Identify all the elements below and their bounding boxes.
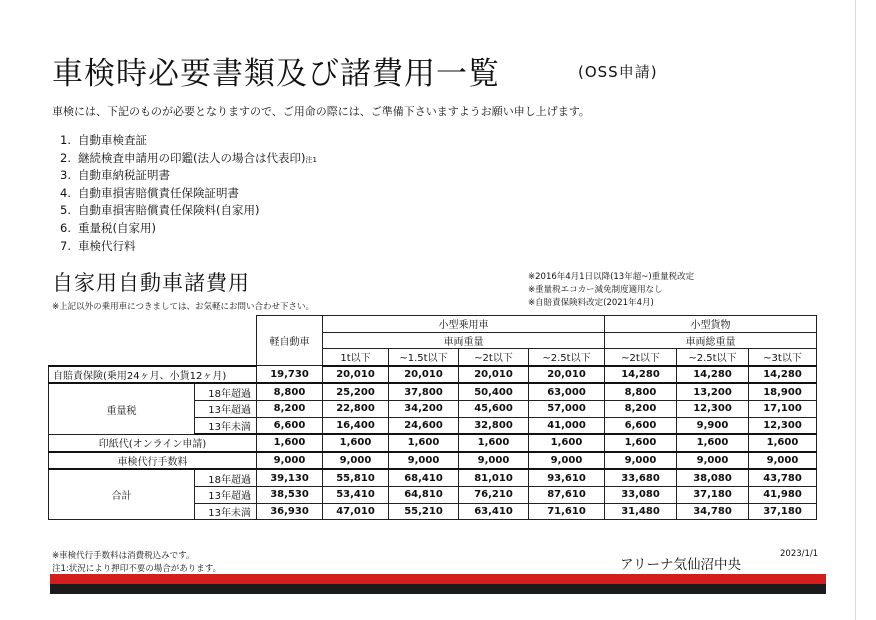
table-cell: 9,000 xyxy=(257,452,323,470)
weight-col-header: ~2t以下 xyxy=(605,349,677,366)
footnote: 注1:状況により押印不要の場合があります。 xyxy=(52,564,222,574)
table-cell: 45,600 xyxy=(459,400,529,417)
section-subnote: ※上記以外の乗用車につきましては、お気軽にお問い合わせ下さい。 xyxy=(52,302,314,312)
table-cell: 1,600 xyxy=(677,434,749,452)
list-item: 7. 車検代行料 xyxy=(60,238,136,253)
table-cell: 55,810 xyxy=(323,469,389,486)
weight-col-header: ~1.5t以下 xyxy=(389,349,459,366)
weight-col-header: ~3t以下 xyxy=(749,349,817,366)
weight-col-header: ~2.5t以下 xyxy=(677,349,749,366)
table-cell: 19,730 xyxy=(257,366,323,384)
list-item: 5. 自動車損害賠償責任保険料(自家用) xyxy=(60,203,260,218)
page-edge-line xyxy=(855,0,856,620)
table-cell: 50,400 xyxy=(459,383,529,400)
table-cell: 20,010 xyxy=(529,366,605,384)
table-cell: 37,180 xyxy=(677,486,749,503)
table-cell: 12,300 xyxy=(749,417,817,434)
page-title: 車検時必要書類及び諸費用一覧 xyxy=(52,56,500,92)
table-cell: 1,600 xyxy=(323,434,389,452)
table-cell: 8,800 xyxy=(257,383,323,400)
table-cell: 81,010 xyxy=(459,469,529,486)
table-cell: 1,600 xyxy=(257,434,323,452)
table-cell: 1,600 xyxy=(749,434,817,452)
row-sublabel: 13年未満 xyxy=(195,417,257,434)
intro-text: 車検には、下記のものが必要となりますので、ご用命の際には、ご準備下さいますようお願い申し上げます。 xyxy=(52,105,590,118)
page-subtitle: (OSS申請) xyxy=(578,63,658,81)
table-cell: 14,280 xyxy=(605,366,677,384)
weight-col-header: 1t以下 xyxy=(323,349,389,366)
table-row xyxy=(49,434,817,452)
table-cell: 38,530 xyxy=(257,486,323,503)
table-header-row xyxy=(49,316,817,333)
row-sublabel: 18年超過 xyxy=(195,469,257,486)
table-cell: 20,010 xyxy=(459,366,529,384)
table-cell: 33,080 xyxy=(605,486,677,503)
row-sublabel: 13年超過 xyxy=(195,400,257,417)
table-cell: 36,930 xyxy=(257,503,323,520)
table-cell: 9,900 xyxy=(677,417,749,434)
row-label: 自賠責保険(乗用24ヶ月、小貨12ヶ月) xyxy=(49,366,257,384)
table-cell: 64,810 xyxy=(389,486,459,503)
table-cell: 55,210 xyxy=(389,503,459,520)
table-cell: 8,800 xyxy=(605,383,677,400)
date-stamp: 2023/1/1 xyxy=(780,549,819,559)
table-cell: 12,300 xyxy=(677,400,749,417)
table-cell: 24,600 xyxy=(389,417,459,434)
table-cell: 76,210 xyxy=(459,486,529,503)
table-cell: 9,000 xyxy=(323,452,389,470)
table-cell: 16,400 xyxy=(323,417,389,434)
row-sublabel: 18年超過 xyxy=(195,383,257,400)
list-item: 3. 自動車納税証明書 xyxy=(60,168,170,183)
table-cell: 41,980 xyxy=(749,486,817,503)
footer-band-red xyxy=(50,574,826,584)
table-cell: 37,800 xyxy=(389,383,459,400)
fees-table xyxy=(48,315,817,520)
table-cell: 63,000 xyxy=(529,383,605,400)
table-cell: 37,180 xyxy=(749,503,817,520)
table-row xyxy=(49,383,817,400)
header-vehicle-weight: 車両重量 xyxy=(323,332,605,349)
row-label: 印紙代(オンライン申請) xyxy=(49,434,257,452)
weight-col-header: ~2t以下 xyxy=(459,349,529,366)
table-row xyxy=(49,366,817,384)
table-cell: 25,200 xyxy=(323,383,389,400)
table-cell: 9,000 xyxy=(529,452,605,470)
header-small-cargo: 小型貨物 xyxy=(605,316,817,333)
row-label: 車検代行手数料 xyxy=(49,452,257,470)
table-cell: 31,480 xyxy=(605,503,677,520)
table-cell: 41,000 xyxy=(529,417,605,434)
table-cell: 8,200 xyxy=(257,400,323,417)
row-sublabel: 13年未満 xyxy=(195,503,257,520)
side-note: ※2016年4月1日以降(13年超~)重量税改定 xyxy=(528,272,695,282)
table-cell: 9,000 xyxy=(749,452,817,470)
side-note: ※自賠責保険料改定(2021年4月) xyxy=(528,298,654,308)
row-sublabel: 13年超過 xyxy=(195,486,257,503)
table-cell: 43,780 xyxy=(749,469,817,486)
requirements-list xyxy=(60,132,317,255)
weight-col-header: ~2.5t以下 xyxy=(529,349,605,366)
row-label: 合計 xyxy=(49,469,195,519)
footnote-marker: 注1 xyxy=(305,155,317,164)
section-title: 自家用自動車諸費用 xyxy=(52,271,250,295)
table-cell: 38,080 xyxy=(677,469,749,486)
header-gross-weight: 車両総重量 xyxy=(605,332,817,349)
table-cell: 32,800 xyxy=(459,417,529,434)
table-cell: 17,100 xyxy=(749,400,817,417)
table-cell: 34,780 xyxy=(677,503,749,520)
table-cell: 22,800 xyxy=(323,400,389,417)
header-kei: 軽自動車 xyxy=(257,316,323,366)
table-cell: 20,010 xyxy=(389,366,459,384)
table-cell: 1,600 xyxy=(529,434,605,452)
table-cell: 87,610 xyxy=(529,486,605,503)
table-cell: 57,000 xyxy=(529,400,605,417)
table-cell: 9,000 xyxy=(677,452,749,470)
list-item: 6. 重量税(自家用) xyxy=(60,220,156,235)
header-small-passenger: 小型乗用車 xyxy=(323,316,605,333)
list-item: 2. 継続検査申請用の印鑑(法人の場合は代表印)注1 xyxy=(60,150,317,165)
side-note: ※重量税エコカー減免制度適用なし xyxy=(528,285,663,295)
table-row xyxy=(49,469,817,486)
footnote: ※車検代行手数料は消費税込みです。 xyxy=(52,551,195,561)
table-cell: 14,280 xyxy=(749,366,817,384)
table-header-row xyxy=(49,332,817,349)
table-cell: 53,410 xyxy=(323,486,389,503)
table-cell: 1,600 xyxy=(605,434,677,452)
table-cell: 8,200 xyxy=(605,400,677,417)
footer-band-dark xyxy=(50,584,826,594)
list-item: 1. 自動車検査証 xyxy=(60,133,147,147)
table-cell: 6,600 xyxy=(257,417,323,434)
table-cell: 14,280 xyxy=(677,366,749,384)
table-cell: 71,610 xyxy=(529,503,605,520)
list-item: 4. 自動車損害賠償責任保険証明書 xyxy=(60,185,239,200)
table-cell: 63,410 xyxy=(459,503,529,520)
table-cell: 34,200 xyxy=(389,400,459,417)
table-cell: 13,200 xyxy=(677,383,749,400)
table-cell: 18,900 xyxy=(749,383,817,400)
table-cell: 9,000 xyxy=(605,452,677,470)
table-cell: 9,000 xyxy=(459,452,529,470)
table-cell: 6,600 xyxy=(605,417,677,434)
branch-name: アリーナ気仙沼中央 xyxy=(620,557,741,573)
row-label: 重量税 xyxy=(49,383,195,434)
table-header-row xyxy=(49,349,817,366)
table-cell: 68,410 xyxy=(389,469,459,486)
table-cell: 39,130 xyxy=(257,469,323,486)
table-cell: 9,000 xyxy=(389,452,459,470)
table-cell: 93,610 xyxy=(529,469,605,486)
side-notes xyxy=(528,271,694,310)
table-cell: 1,600 xyxy=(389,434,459,452)
table-cell: 20,010 xyxy=(323,366,389,384)
table-cell: 47,010 xyxy=(323,503,389,520)
table-row xyxy=(49,452,817,470)
table-cell: 33,680 xyxy=(605,469,677,486)
table-cell: 1,600 xyxy=(459,434,529,452)
